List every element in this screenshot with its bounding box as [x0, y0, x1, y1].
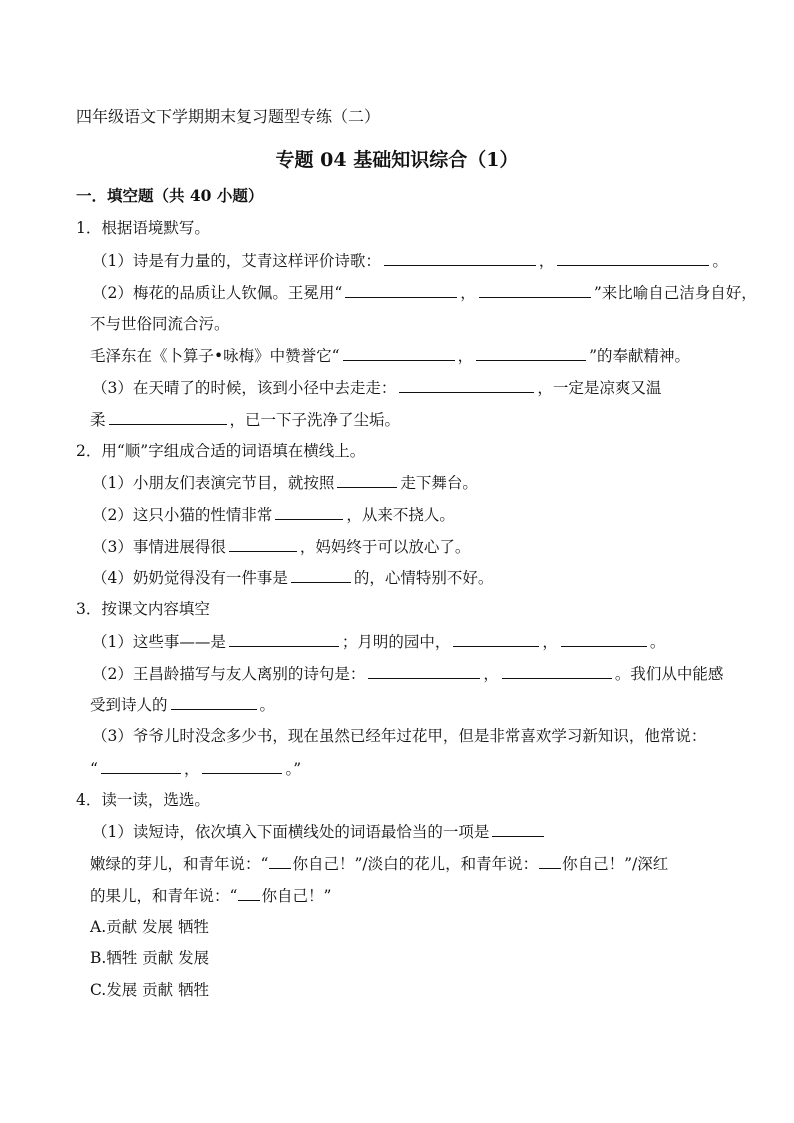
answer-blank[interactable]: [479, 282, 591, 298]
question-4-part-1: （1）读短诗，依次填入下面横线处的词语最恰当的一项是: [92, 821, 547, 842]
question-1-part-2-continuation: 不与世俗同流合污。: [90, 315, 230, 333]
answer-blank[interactable]: [229, 536, 297, 552]
option-c[interactable]: C.发展 贡献 牺牲: [90, 981, 210, 999]
question-1-part-2: （2）梅花的品质让人钦佩。王冕用“ ， ”来比喻自己洁身自好，: [92, 284, 757, 302]
answer-blank[interactable]: [399, 377, 534, 393]
question-2-part-2: （2）这只小猫的性情非常 ，从来不挠人。: [92, 506, 455, 524]
answer-blank[interactable]: [291, 567, 351, 583]
question-3-part-2-continuation: 受到诗人的 。: [90, 696, 276, 714]
question-4-stem: 4．读一读，选选。: [76, 791, 210, 809]
poem-blank[interactable]: [238, 885, 260, 901]
question-2-stem: 2．用“顺”字组成合适的词语填在横线上。: [76, 442, 366, 460]
question-1-part-2-mao: 毛泽东在《卜算子•咏梅》中赞誉它“ ， ”的奉献精神。: [90, 347, 691, 365]
answer-blank[interactable]: [345, 282, 457, 298]
question-3-part-1: （1）这些事——是 ；月明的园中， ， 。: [92, 633, 666, 651]
answer-blank[interactable]: [368, 663, 480, 679]
answer-blank[interactable]: [561, 631, 647, 647]
question-2-part-1: （1）小朋友们表演完节目，就按照 走下舞台。: [92, 474, 478, 492]
answer-blank[interactable]: [229, 631, 339, 647]
answer-blank[interactable]: [202, 758, 282, 774]
answer-blank[interactable]: [476, 345, 586, 361]
section-heading: 一．填空题（共 40 小题）: [76, 186, 264, 205]
answer-blank[interactable]: [275, 504, 343, 520]
question-1-part-3-continuation: 柔 ，已一下子洗净了尘垢。: [90, 411, 401, 429]
document-title: 专题 04 基础知识综合（1）: [275, 149, 519, 171]
question-3-part-2: （2）王昌龄描写与友人离别的诗句是： ， 。我们从中能感: [92, 665, 724, 683]
question-1-part-1: （1）诗是有力量的，艾青这样评价诗歌： ， 。: [92, 252, 728, 270]
poem-blank[interactable]: [269, 853, 291, 869]
answer-blank[interactable]: [171, 694, 257, 710]
question-3-stem: 3．按课文内容填空: [76, 600, 210, 618]
document-subtitle: 四年级语文下学期期末复习题型专练（二）: [76, 107, 381, 126]
answer-blank[interactable]: [101, 758, 181, 774]
question-1-part-3: （3）在天晴了的时候，该到小径中去走走： ，一定是凉爽又温: [92, 379, 662, 397]
poem-blank[interactable]: [539, 853, 561, 869]
question-2-part-4: （4）奶奶觉得没有一件事是 的，心情特别不好。: [92, 569, 494, 587]
question-3-part-3: （3）爷爷儿时没念多少书，现在虽然已经年过花甲，但是非常喜欢学习新知识，他常说：: [92, 727, 707, 745]
poem-line-1: 嫩绿的芽儿，和青年说：“ 你自己！”/淡白的花儿，和青年说： 你自己！”/深红: [90, 855, 669, 873]
poem-line-2: 的果儿，和青年说：“ 你自己！”: [90, 887, 332, 905]
answer-blank[interactable]: [109, 409, 227, 425]
answer-blank[interactable]: [557, 250, 709, 266]
option-a[interactable]: A.贡献 发展 牺牲: [90, 918, 209, 936]
question-1-stem: 1．根据语境默写。: [76, 219, 210, 237]
question-2-part-3: （3）事情进展得很 ，妈妈终于可以放心了。: [92, 538, 471, 556]
question-3-part-3-continuation: “ ， 。”: [90, 760, 302, 778]
answer-blank[interactable]: [502, 663, 612, 679]
answer-blank[interactable]: [384, 250, 536, 266]
answer-blank[interactable]: [492, 821, 544, 837]
answer-blank[interactable]: [343, 345, 455, 361]
option-b[interactable]: B.牺牲 贡献 发展: [90, 949, 210, 967]
answer-blank[interactable]: [337, 472, 397, 488]
answer-blank[interactable]: [453, 631, 539, 647]
